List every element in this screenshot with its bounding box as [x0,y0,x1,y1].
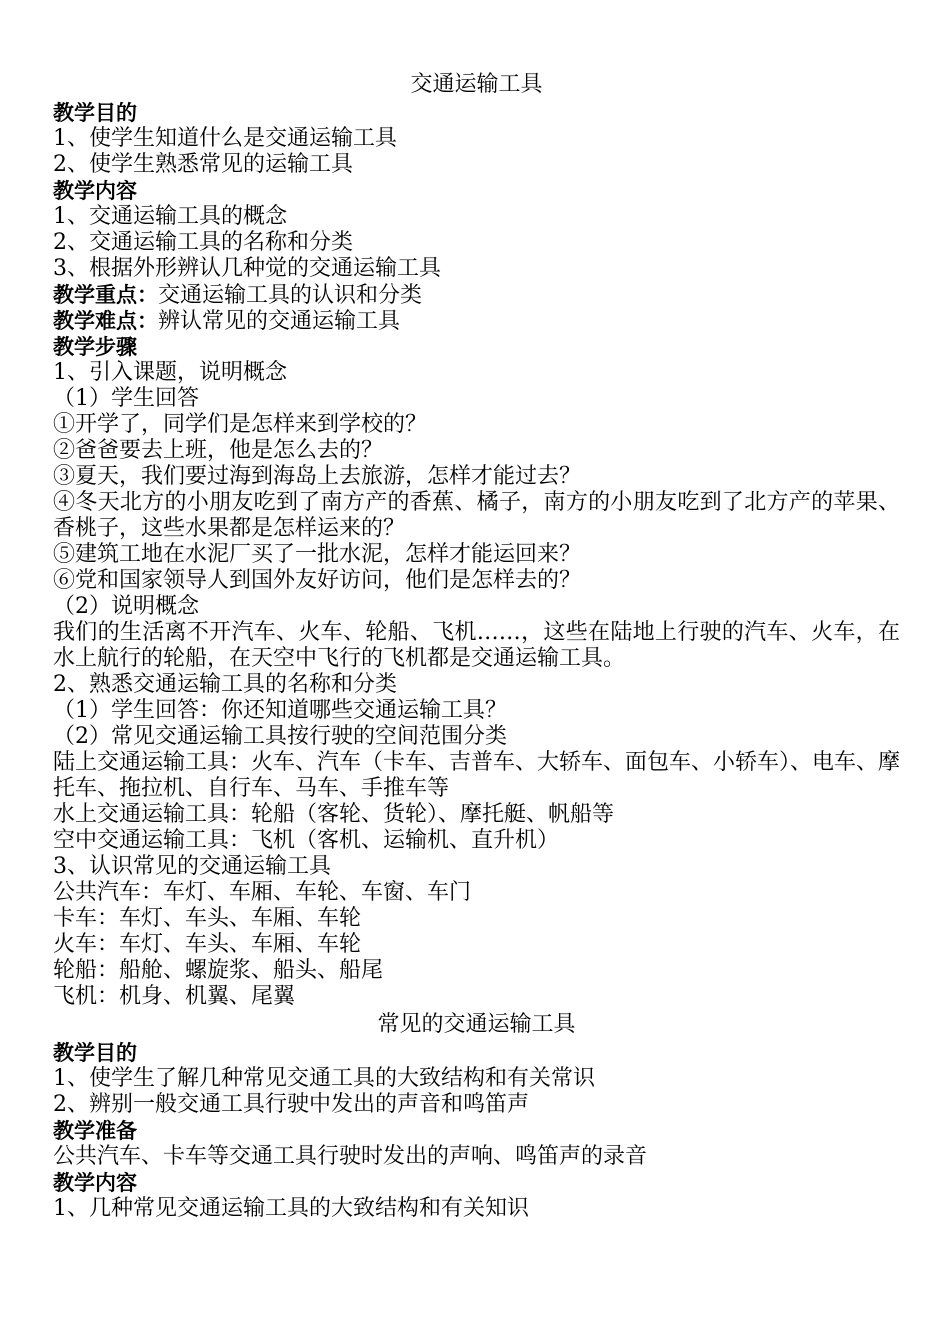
goal-item: 1、使学生了解几种常见交通工具的大致结构和有关常识 [53,1066,595,1091]
difficulty-label: 教学难点： [53,309,158,333]
question-item: ②爸爸要去上班，他是怎么去的？ [53,438,384,463]
question-item: ③夏天，我们要过海到海岛上去旅游，怎样才能过去？ [53,464,582,489]
parts-item: 飞机：机身、机翼、尾翼 [53,984,296,1009]
second-document-title: 常见的交通运输工具 [377,1012,576,1037]
key-point-text: 交通运输工具的认识和分类 [158,283,423,308]
content-item: 3、根据外形辨认几种觉的交通运输工具 [53,256,441,281]
section-heading-prep: 教学准备 [53,1119,137,1143]
parts-item: 公共汽车：车灯、车厢、车轮、车窗、车门 [53,880,472,905]
question-item: ①开学了，同学们是怎样来到学校的？ [53,412,428,437]
section-heading-goals: 教学目的 [53,101,137,125]
content-item: 1、交通运输工具的概念 [53,204,287,229]
prep-text: 公共汽车、卡车等交通工具行驶时发出的声响、鸣笛声的录音 [53,1144,648,1169]
concept-paragraph: 我们的生活离不开汽车、火车、轮船、飞机……，这些在陆地上行驶的汽车、火车，在水上航行的轮船，在天空中飞行的飞机都是交通运输工具。 [53,620,900,671]
content-item: 1、几种常见交通运输工具的大致结构和有关知识 [53,1196,529,1221]
air-transport: 空中交通运输工具：飞机（客机、运输机、直升机） [53,828,560,853]
step-item: 1、引入课题，说明概念 [53,360,287,385]
section-heading-content: 教学内容 [53,1171,137,1195]
water-transport: 水上交通运输工具：轮船（客轮、货轮）、摩托艇、帆船等 [53,802,615,827]
document-title: 交通运输工具 [410,72,543,97]
section-heading-goals: 教学目的 [53,1041,137,1065]
content-item: 2、交通运输工具的名称和分类 [53,230,353,255]
sub-step: （1）学生回答 [53,386,199,411]
question-item: ④冬天北方的小朋友吃到了南方产的香蕉、橘子，南方的小朋友吃到了北方产的苹果、香桃子，这些水果都是怎样运来的？ [53,490,900,541]
goal-item: 2、使学生熟悉常见的运输工具 [53,152,353,177]
sub-step: （1）学生回答：你还知道哪些交通运输工具？ [53,698,507,723]
question-item: ⑤建筑工地在水泥厂买了一批水泥，怎样才能运回来？ [53,542,582,567]
sub-step: （2）常见交通运输工具按行驶的空间范围分类 [53,724,507,749]
step-item: 3、认识常见的交通运输工具 [53,854,331,879]
goal-item: 2、辨别一般交通工具行驶中发出的声音和鸣笛声 [53,1092,529,1117]
difficulty-text: 辨认常见的交通运输工具 [158,309,401,334]
difficulty-point [53,308,900,334]
section-heading-content: 教学内容 [53,179,137,203]
parts-item: 卡车：车灯、车头、车厢、车轮 [53,906,362,931]
parts-item: 轮船：船舱、螺旋浆、船头、船尾 [53,958,384,983]
key-point [53,282,900,308]
key-point-label: 教学重点： [53,283,158,307]
section-heading-steps: 教学步骤 [53,335,137,359]
parts-item: 火车：车灯、车头、车厢、车轮 [53,932,362,957]
question-item: ⑥党和国家领导人到国外友好访问，他们是怎样去的？ [53,568,582,593]
goal-item: 1、使学生知道什么是交通运输工具 [53,126,397,151]
sub-step: （2）说明概念 [53,594,199,619]
land-transport: 陆上交通运输工具：火车、汽车（卡车、吉普车、大轿车、面包车、小轿车）、电车、摩托车、拖拉机、自行车、马车、手推车等 [53,750,900,801]
step-item: 2、熟悉交通运输工具的名称和分类 [53,672,397,697]
